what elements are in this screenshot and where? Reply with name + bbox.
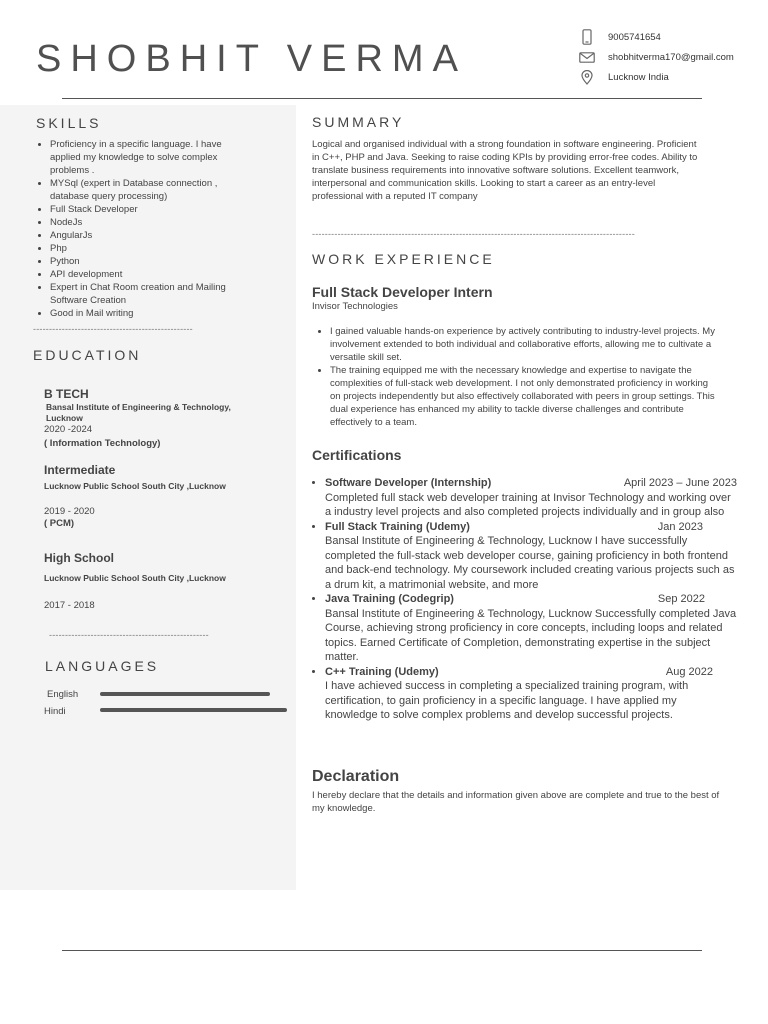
- work-bullet: • I gained valuable hands-on experience by actively contributing to industry-level projects. My involvement extended to both individual and collaborative efforts, allowing me to cultivate a versatile skill set.: [330, 325, 718, 364]
- summary-divider: -----------------------------------------------------------------------------------------------------: [312, 229, 635, 239]
- skill-item: • MYSql (expert in Database connection , database query processing): [50, 177, 238, 203]
- education-institution: Bansal Institute of Engineering & Technology, Lucknow: [46, 402, 231, 423]
- email-address[interactable]: shobhitverma170@gmail.com: [608, 51, 734, 63]
- education-title: Intermediate: [44, 463, 116, 477]
- work-bullets: [318, 325, 718, 429]
- contact-email: [576, 47, 766, 67]
- certification-description: I have achieved success in completing a specialized training program, with certification, to gain proficiency in a specific language. I have applied my knowledge to solve complex problems and develop successful projects.: [325, 680, 689, 721]
- contact-block: [576, 27, 766, 87]
- skill-item: • Expert in Chat Room creation and Mailing Software Creation: [50, 281, 238, 307]
- certification-date: April 2023 – June 2023: [623, 477, 737, 489]
- certification-item: [325, 592, 737, 665]
- job-company: Invisor Technologies: [312, 301, 398, 312]
- certification-description: Completed full stack web developer training at Invisor Technology and working over a industry level projects and also completed projects individually and in group also: [325, 491, 731, 518]
- declaration-heading: Declaration: [312, 768, 400, 785]
- education-title: High School: [44, 551, 114, 565]
- contact-location: [576, 67, 766, 87]
- skills-list: [38, 138, 238, 320]
- education-years: 2020 -2024: [44, 424, 93, 435]
- skill-item: • Proficiency in a specific language. I have applied my knowledge to solve complex problems .: [50, 138, 238, 177]
- work-bullet: • The training equipped me with the necessary knowledge and expertise to navigate the complexities of full-stack web development. I not only demonstrated proficiency in working on projects independently but also effectively collaborated with peers in group settings. This dual experience has enhanced my ability to tackle diverse challenges and contribute effectively to a team.: [330, 364, 718, 429]
- job-title: Full Stack Developer Intern: [312, 284, 493, 300]
- language-level-fill: [100, 692, 270, 696]
- certifications-list: [313, 476, 737, 723]
- certification-date: Aug 2022: [665, 665, 713, 678]
- skills-heading: SKILLS: [36, 115, 102, 131]
- education-years: 2017 - 2018: [44, 600, 95, 611]
- certification-name: • C++ Training (Udemy): [325, 665, 439, 678]
- phone-number: 9005741654: [608, 31, 661, 43]
- declaration-text: I hereby declare that the details and information given above are complete and true to the best of my knowledge.: [312, 790, 720, 814]
- certification-name: • Full Stack Training (Udemy): [325, 520, 470, 533]
- education-institution: Lucknow Public School South City ,Lucknow: [44, 573, 226, 583]
- header-divider: [62, 98, 702, 99]
- education-heading: EDUCATION: [33, 347, 142, 363]
- education-specialization: ( PCM): [44, 518, 75, 529]
- certification-name: • Software Developer (Internship): [325, 477, 492, 489]
- certification-description: Bansal Institute of Engineering & Technology, Lucknow I have successfully completed the full-stack web developer course, gaining proficiency in both frontend and back-end technology. My coursework included creating various projects such as a drum kit, a matrimonial website, and more: [325, 535, 735, 591]
- contact-phone: [576, 27, 766, 47]
- skills-divider: --------------------------------------------------: [33, 324, 193, 334]
- candidate-name: SHOBHIT VERMA: [36, 38, 467, 80]
- education-title: B TECH: [44, 387, 89, 401]
- skill-item: • NodeJs: [50, 216, 238, 229]
- language-name: Hindi: [44, 706, 66, 717]
- skill-item: • AngularJs: [50, 229, 238, 242]
- work-experience-heading: WORK EXPERIENCE: [312, 251, 495, 267]
- skill-item: • Python: [50, 255, 238, 268]
- certification-name: • Java Training (Codegrip): [325, 593, 454, 605]
- education-institution: Lucknow Public School South City ,Lucknow: [44, 481, 226, 491]
- education-specialization: ( Information Technology): [44, 438, 161, 449]
- languages-heading: LANGUAGES: [45, 658, 160, 674]
- skill-item: • Php: [50, 242, 238, 255]
- education-divider: --------------------------------------------------: [49, 630, 209, 640]
- skill-item: • API development: [50, 268, 238, 281]
- certification-date: Sep 2022: [657, 593, 705, 605]
- summary-text: Logical and organised individual with a strong foundation in software engineering. Proficient in C++, PHP and Java. Seeking to raise coding KPIs by providing error-free codes. Ability to translate business requirements into innovative software solutions. Excellent teamwork, interpersonal and communication skills. Looking to start a career as an entry-level professional with a reputed IT company: [312, 139, 698, 202]
- certification-description: Bansal Institute of Engineering & Technology, Lucknow Successfully completed Java Course, achieving strong proficiency in core concepts, including loops and related topics. Earned Certificate of Completion, demonstrating expertise in the subject matter.: [325, 607, 737, 663]
- education-years: 2019 - 2020: [44, 506, 95, 517]
- skill-item: • Good in Mail writing: [50, 307, 238, 320]
- certification-date: Jan 2023: [657, 520, 703, 533]
- certification-item: [325, 665, 737, 723]
- location-text: Lucknow India: [608, 71, 669, 83]
- skill-item: • Full Stack Developer: [50, 203, 238, 216]
- language-level-fill: [100, 708, 287, 712]
- mail-icon: [576, 47, 598, 67]
- language-level-bar: [100, 708, 287, 712]
- footer-divider: [62, 950, 702, 951]
- certifications-heading: Certifications: [312, 447, 402, 463]
- certification-item: [325, 476, 737, 520]
- language-name: English: [47, 689, 79, 700]
- location-icon: [576, 67, 598, 87]
- phone-icon: [576, 27, 598, 47]
- language-level-bar: [100, 692, 287, 696]
- summary-heading: SUMMARY: [312, 114, 405, 130]
- certification-item: [325, 520, 737, 593]
